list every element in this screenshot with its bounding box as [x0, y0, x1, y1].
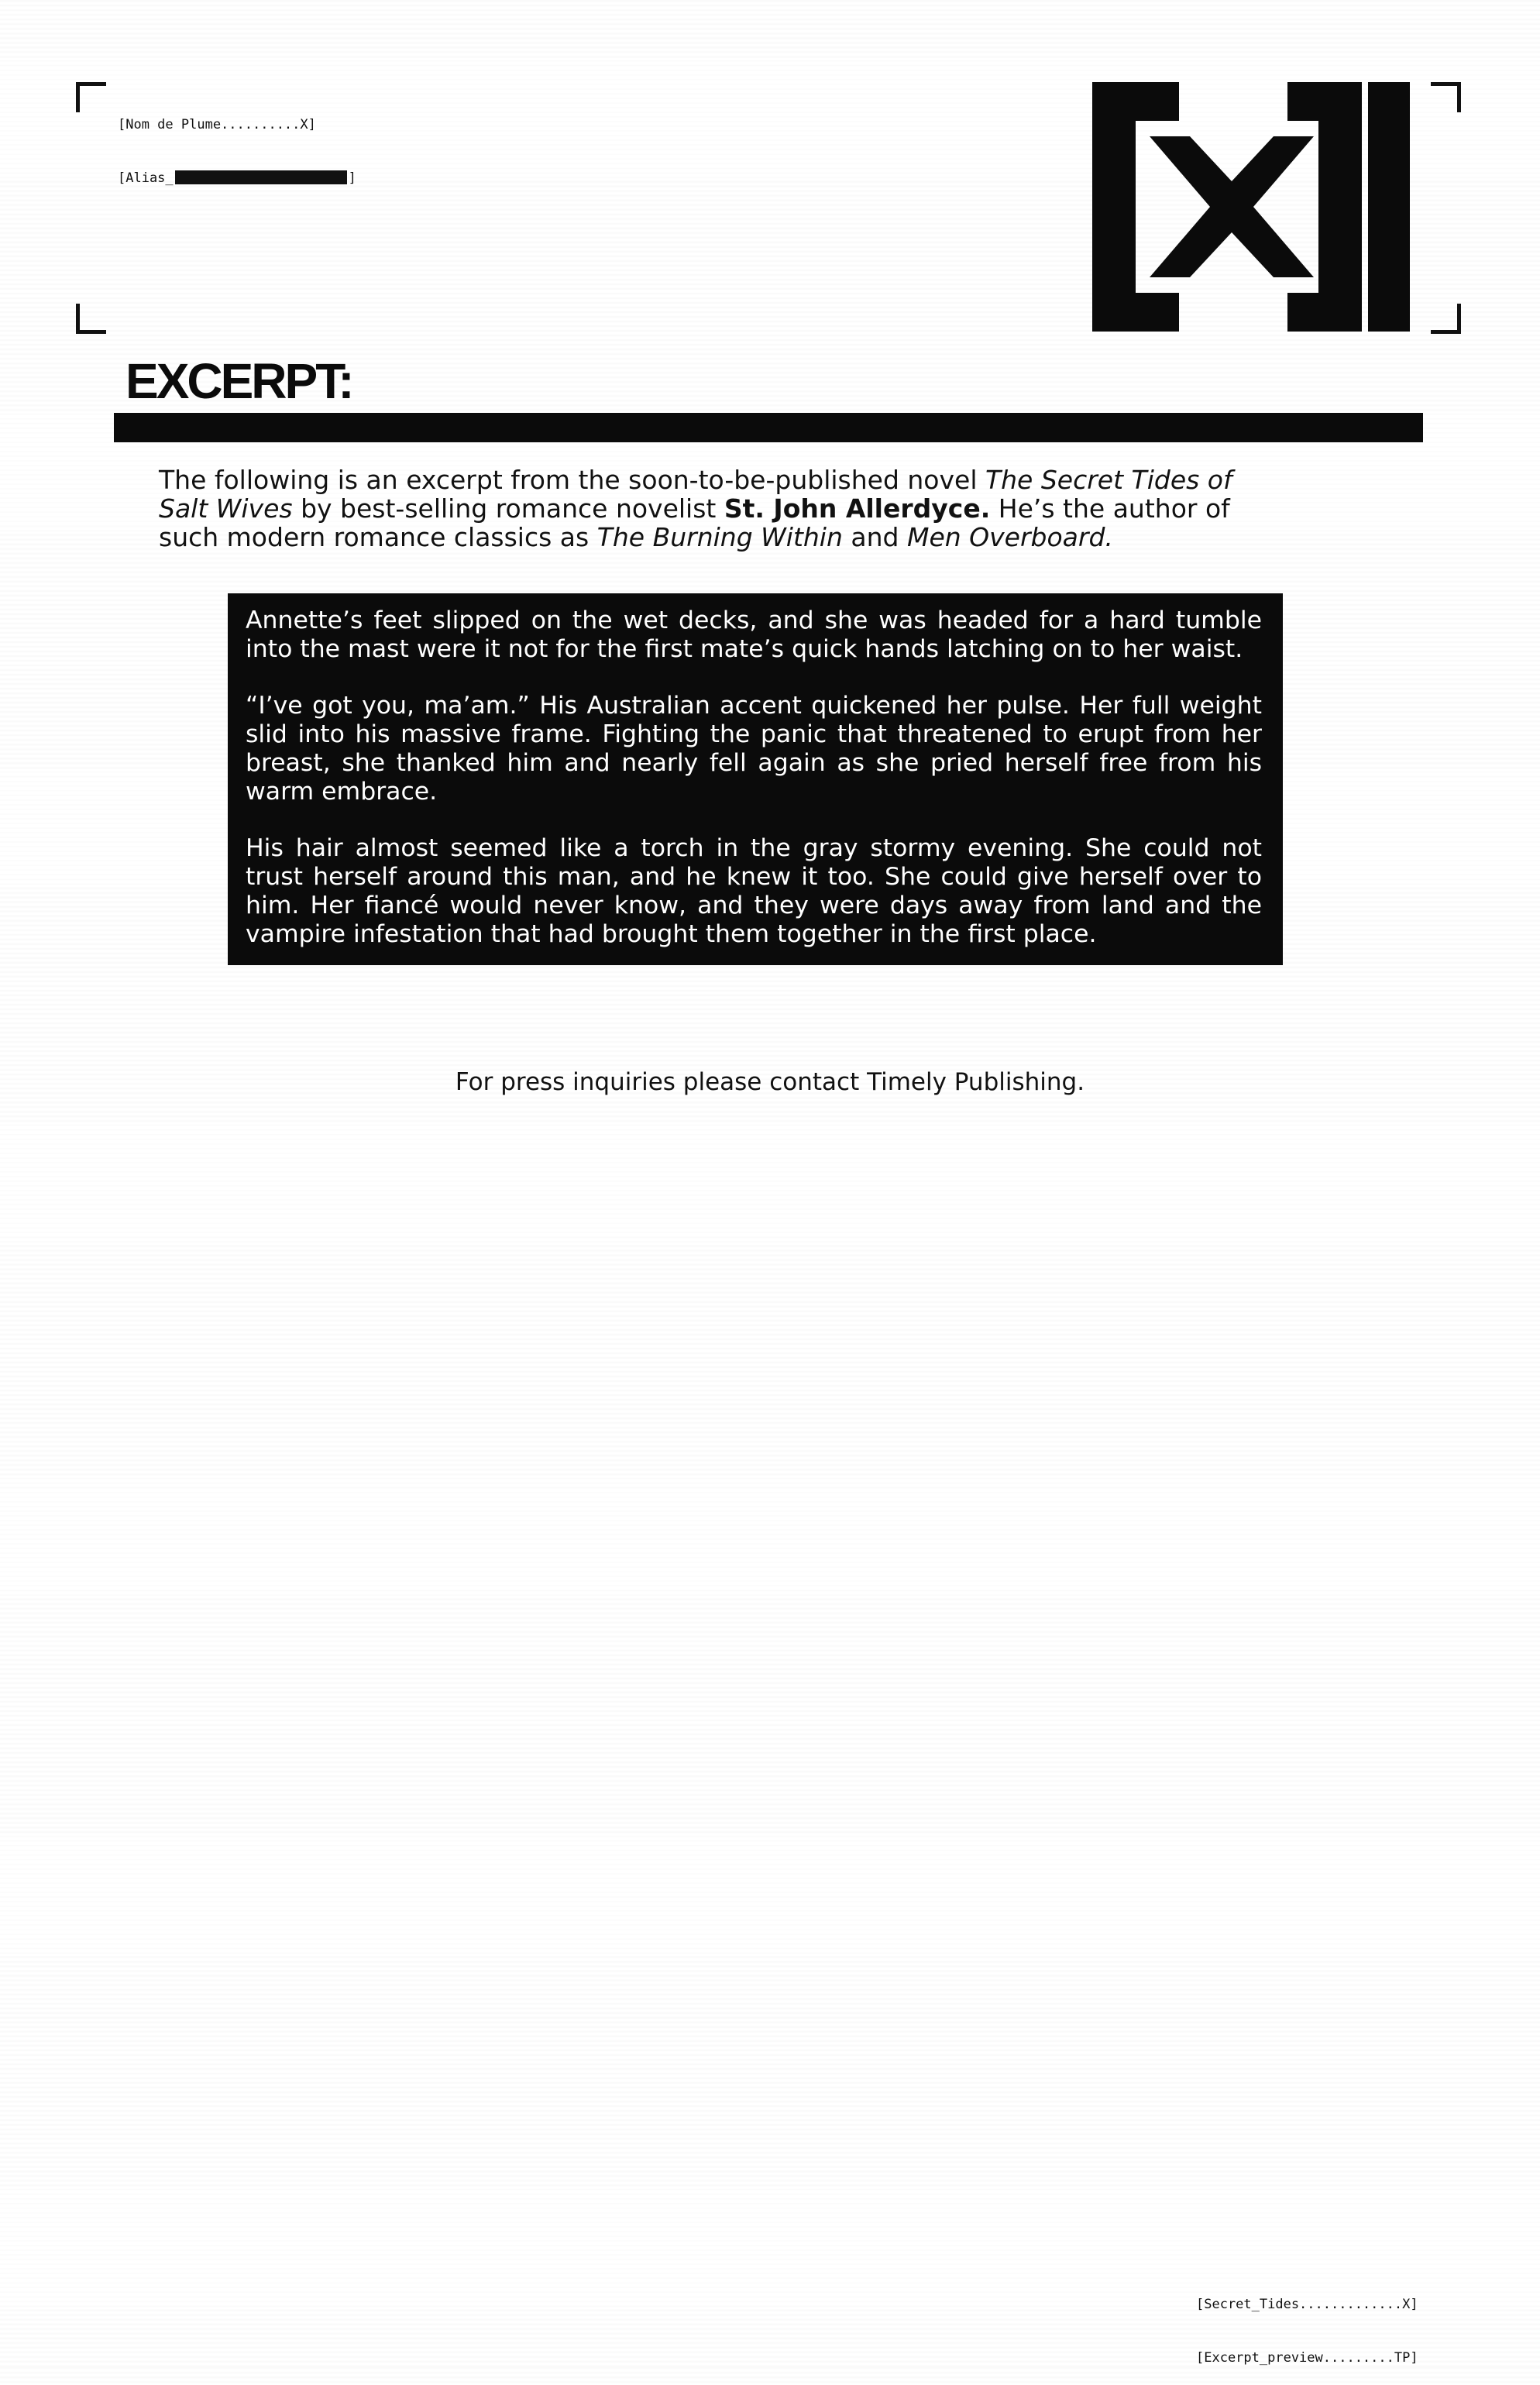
- logo-left-bracket: [1092, 82, 1179, 332]
- intro-text-4: and: [842, 522, 907, 552]
- classic-title-1: The Burning Within: [596, 522, 843, 552]
- logo-right-bracket: [1287, 82, 1362, 332]
- intro-text-3: He’s the author of such modern romance classics as: [159, 493, 1230, 552]
- page-title: EXCERPT:: [125, 353, 352, 409]
- excerpt-paragraph-2: “I’ve got you, ma’am.” His Australian accent quickened her pulse. Her full weight slid into his massive frame. Fighting the panic that threatened to erupt from her breast, she thanked him and nearly fell again as she pried herself free from his warm embrace.: [246, 692, 1262, 806]
- excerpt-paragraph-3: His hair almost seemed like a torch in the gray stormy evening. She could not trust herself around this man, and he knew it too. She could give herself over to him. Her fiancé would never know, and they were days away from land and the vampire infestation that had brought them together in the first place.: [246, 834, 1262, 948]
- logo-bar: [1368, 82, 1410, 332]
- logo-x-mark: [1150, 136, 1314, 277]
- footer-tag-line2: [Excerpt_preview.........TP]: [1196, 2350, 1418, 2366]
- footer-tag-line1: [Secret_Tides.............X]: [1196, 2297, 1418, 2312]
- frame-corner-top-right: [1431, 82, 1461, 112]
- x-bracket-logo-icon: [1092, 82, 1410, 332]
- frame-corner-top-left: [76, 82, 106, 112]
- redaction-bar: [175, 170, 347, 184]
- alias-prefix: [Alias_: [118, 170, 174, 186]
- intro-text-1: The following is an excerpt from the soon-to-be-published novel: [159, 465, 985, 495]
- intro-paragraph: [159, 466, 1267, 552]
- frame-corner-bottom-left: [76, 304, 106, 334]
- intro-text-2: by best-selling romance novelist: [292, 493, 724, 524]
- header-tag-line1: [Nom de Plume..........X]: [118, 117, 316, 132]
- footer-tag: [1196, 2260, 1418, 2385]
- press-contact: For press inquiries please contact Timely Publishing.: [455, 1068, 1085, 1096]
- excerpt-box: [228, 593, 1283, 965]
- classic-title-2: Men Overboard.: [906, 522, 1113, 552]
- book-title: The Secret Tides of Salt Wives: [159, 465, 1232, 524]
- author-name: St. John Allerdyce.: [724, 493, 991, 524]
- frame-corner-bottom-right: [1431, 304, 1461, 334]
- excerpt-paragraph-1: Annette’s feet slipped on the wet decks, and she was headed for a hard tumble into the mast were it not for the first mate’s quick hands latching on to her waist.: [246, 607, 1262, 663]
- alias-suffix: ]: [348, 170, 356, 186]
- header-tag: [118, 81, 356, 205]
- title-rule: [114, 413, 1423, 442]
- header-tag-line2: [118, 170, 356, 187]
